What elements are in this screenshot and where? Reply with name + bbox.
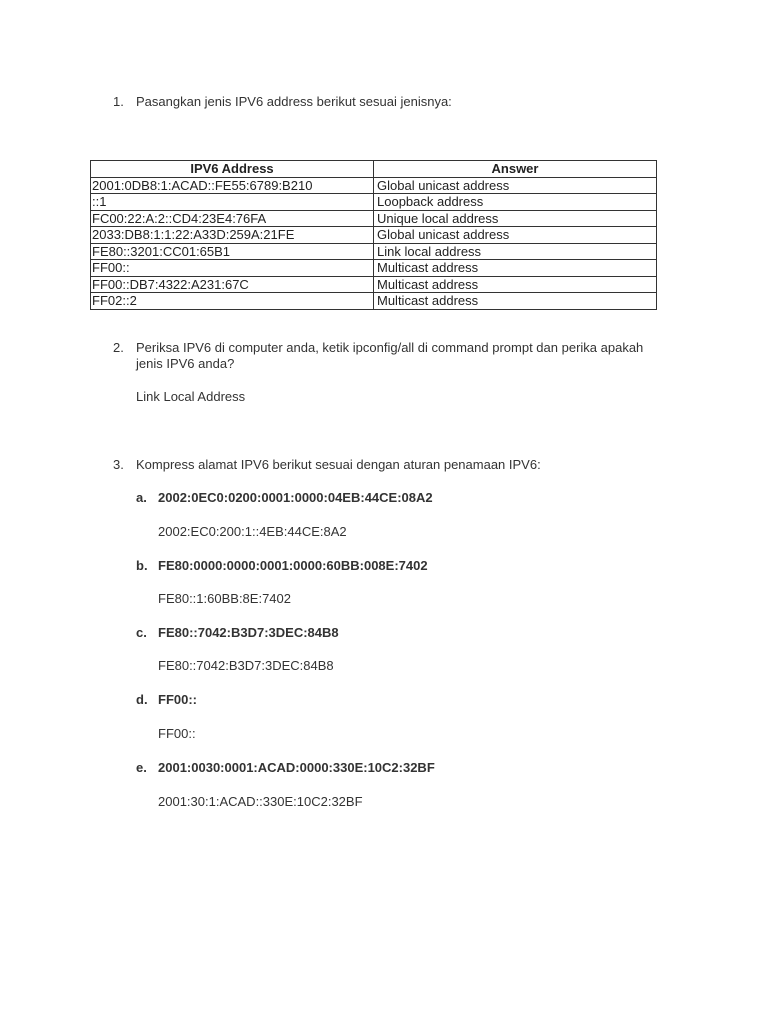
q3-text: Kompress alamat IPV6 berikut sesuai dengan aturan penamaan IPV6: [136,457,541,472]
q3b-question: FE80:0000:0000:0001:0000:60BB:008E:7402 [158,558,428,573]
q3e-answer: 2001:30:1:ACAD::330E:10C2:32BF [158,794,363,809]
table-row [91,260,657,277]
cell-address: ::1 [91,194,374,211]
q3c-answer: FE80::7042:B3D7:3DEC:84B8 [158,658,334,673]
q3a-question: 2002:0EC0:0200:0001:0000:04EB:44CE:08A2 [158,490,433,505]
table-row [91,194,657,211]
q3c-question: FE80::7042:B3D7:3DEC:84B8 [158,625,339,640]
q3a-letter: a. [136,490,147,505]
ipv6-table [90,160,657,310]
q3c-letter: c. [136,625,147,640]
q2-line2: jenis IPV6 anda? [136,356,235,371]
cell-answer: Multicast address [374,276,657,293]
cell-address: 2033:DB8:1:1:22:A33D:259A:21FE [91,227,374,244]
header-ipv6-address: IPV6 Address [91,161,374,178]
cell-address: 2001:0DB8:1:ACAD::FE55:6789:B210 [91,177,374,194]
cell-answer: Multicast address [374,293,657,310]
cell-answer: Multicast address [374,260,657,277]
cell-address: FF02::2 [91,293,374,310]
q3-number: 3. [113,457,124,472]
cell-answer: Link local address [374,243,657,260]
q2-number: 2. [113,340,124,355]
q1-number: 1. [113,94,124,109]
q3e-letter: e. [136,760,147,775]
table-row [91,177,657,194]
table-header-row [91,161,657,178]
table-row [91,243,657,260]
cell-address: FF00::DB7:4322:A231:67C [91,276,374,293]
table-row [91,210,657,227]
q3d-letter: d. [136,692,148,707]
q3a-answer: 2002:EC0:200:1::4EB:44CE:8A2 [158,524,347,539]
table-row [91,293,657,310]
cell-answer: Global unicast address [374,227,657,244]
q2-line1: Periksa IPV6 di computer anda, ketik ipconfig/all di command prompt dan perika apakah [136,340,644,355]
q3e-question: 2001:0030:0001:ACAD:0000:330E:10C2:32BF [158,760,435,775]
q1-text: Pasangkan jenis IPV6 address berikut sesuai jenisnya: [136,94,452,109]
q3b-letter: b. [136,558,148,573]
header-answer: Answer [374,161,657,178]
q3d-question: FF00:: [158,692,197,707]
cell-address: FF00:: [91,260,374,277]
cell-answer: Loopback address [374,194,657,211]
q3b-answer: FE80::1:60BB:8E:7402 [158,591,291,606]
cell-address: FC00:22:A:2::CD4:23E4:76FA [91,210,374,227]
cell-answer: Global unicast address [374,177,657,194]
table-row [91,276,657,293]
cell-address: FE80::3201:CC01:65B1 [91,243,374,260]
table-row [91,227,657,244]
q2-answer: Link Local Address [136,389,246,404]
q3d-answer: FF00:: [158,726,196,741]
cell-answer: Unique local address [374,210,657,227]
